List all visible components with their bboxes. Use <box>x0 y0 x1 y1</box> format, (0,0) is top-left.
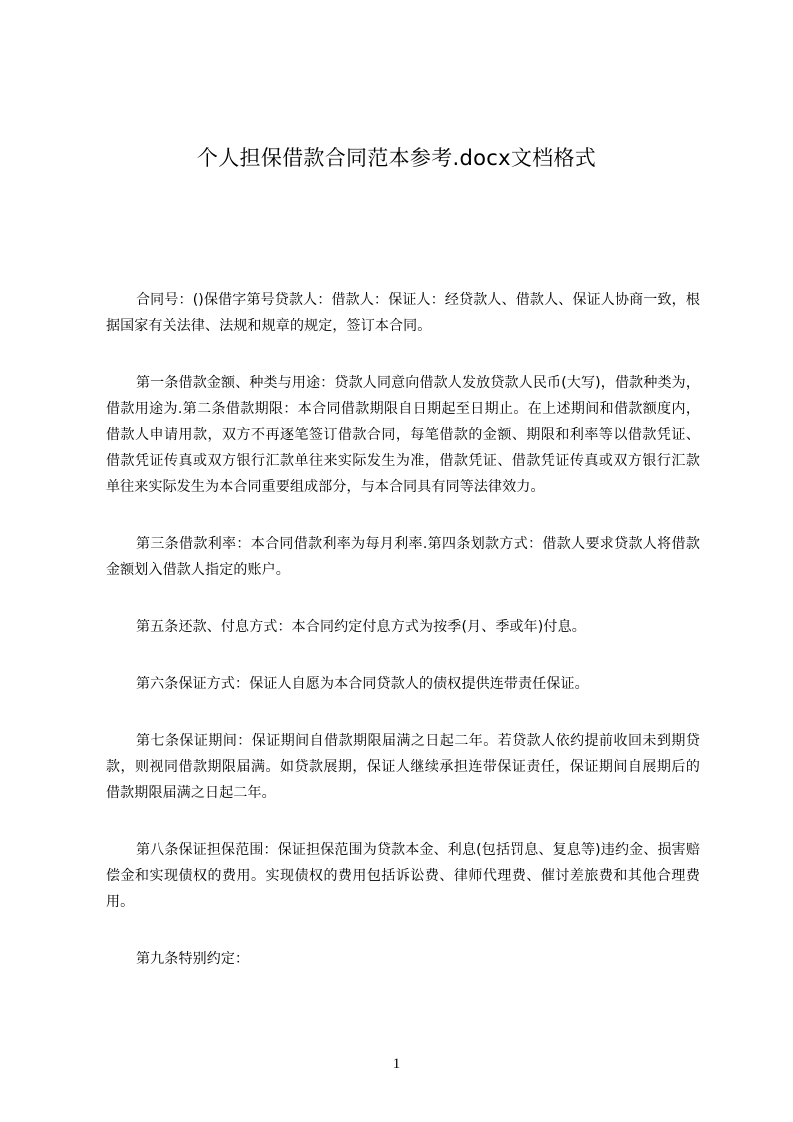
document-body <box>106 287 700 1003</box>
paragraph-article-1-2: 第一条借款金额、种类与用途：贷款人同意向借款人发放贷款人民币(大写)，借款种类为，借款用途为.第二条借款期限：本合同借款期限自日期起至日期止。在上述期间和借款额度内，借款人申请用款，双方不再逐笔签订借款合同，每笔借款的金额、期限和利率等以借款凭证、借款凭证传真或双方银行汇款单往来实际发生为准，借款凭证、借款凭证传真或双方银行汇款单往来实际发生为本合同重要组成部分，与本合同具有同等法律效力。 <box>106 375 700 495</box>
paragraph-article-3-4: 第三条借款利率：本合同借款利率为每月利率.第四条划款方式：借款人要求贷款人将借款金额划入借款人指定的账户。 <box>106 536 700 578</box>
paragraph-article-9: 第九条特别约定： <box>136 951 250 967</box>
paragraph-contract-number: 合同号：()保借字第号贷款人：借款人：保证人：经贷款人、借款人、保证人协商一致，根据国家有关法律、法规和规章的规定，签订本合同。 <box>106 292 700 334</box>
paragraph-article-7: 第七条保证期间：保证期间自借款期限届满之日起二年。若贷款人依约提前收回未到期贷款，则视同借款期限届满。如贷款展期，保证人继续承担连带保证责任，保证期间自展期后的借款期限届满之日起二年。 <box>106 733 700 801</box>
paragraph-article-5: 第五条还款、付息方式：本合同约定付息方式为按季(月、季或年)付息。 <box>136 619 586 635</box>
paragraph-article-6: 第六条保证方式：保证人自愿为本合同贷款人的债权提供连带责任保证。 <box>136 676 589 692</box>
page-number: 1 <box>392 1056 401 1072</box>
paragraph-article-8: 第八条保证担保范围：保证担保范围为贷款本金、利息(包括罚息、复息等)违约金、损害赔偿金和实现债权的费用。实现债权的费用包括诉讼费、律师代理费、催讨差旅费和其他合理费用。 <box>106 842 700 910</box>
document-title: 个人担保借款合同范本参考.docx文档格式 <box>196 146 597 170</box>
